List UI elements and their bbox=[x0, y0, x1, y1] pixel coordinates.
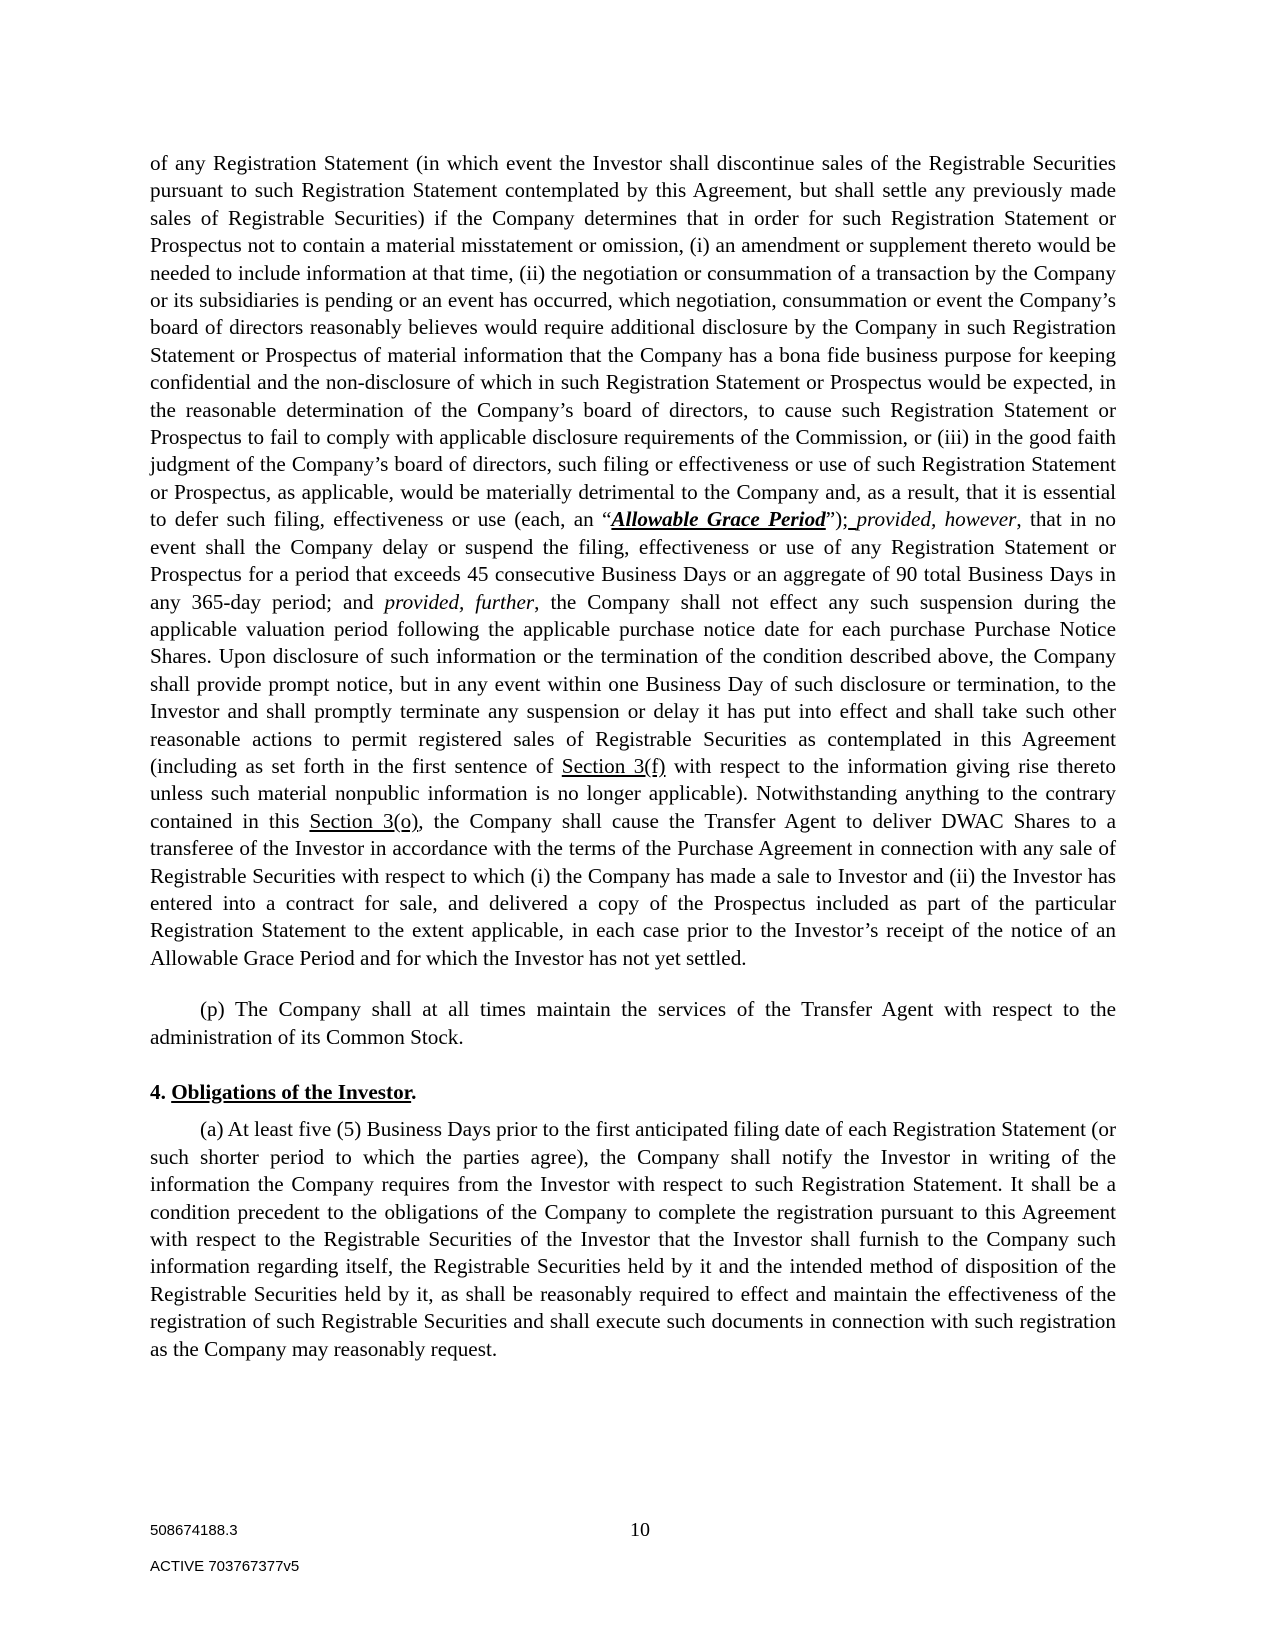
footer-active-id: ACTIVE 703767377v5 bbox=[150, 1558, 300, 1575]
page-number: 10 bbox=[630, 1519, 650, 1541]
proviso-further: provided, further bbox=[384, 589, 535, 614]
document-page bbox=[150, 150, 1116, 1363]
section-reference-3f: Section 3(f) bbox=[561, 753, 666, 778]
section-number: 4. bbox=[150, 1080, 172, 1104]
defined-term-allowable-grace-period: Allowable Grace Period bbox=[611, 507, 826, 532]
section-reference-3o: Section 3(o) bbox=[309, 808, 419, 833]
body-paragraph-p: (p) The Company shall at all times maintain the services of the Transfer Agent with respect to the administration of its Common Stock. bbox=[150, 997, 1116, 1049]
section-title-period: . bbox=[411, 1080, 417, 1104]
paragraph-text: , that in no event shall the Company delay or suspend the filing, effectiveness or use of any Registration Statement or Prospectus for a period that exceeds 45 consecutive Business Days or an aggregate of 90 total Business Days in any 365-day period; and bbox=[150, 507, 1116, 614]
paragraph-text: ”); bbox=[825, 507, 849, 532]
footer-document-id: 508674188.3 bbox=[150, 1522, 238, 1539]
paragraph-text: , the Company shall cause the Transfer Agent to deliver DWAC Shares to a transferee of the Investor in accordance with the terms of the Purchase Agreement in connection with any sale of Registrable Securities with respect to which (i) the Company has made a sale to Investor and (ii) the Investor has entered into a contract for sale, and delivered a copy of the Prospectus included as part of the particular Registration Statement to the extent applicable, in each case prior to the Investor’s receipt of the notice of an Allowable Grace Period and for which the Investor has not yet settled. bbox=[150, 808, 1116, 970]
body-paragraph-a: (a) At least five (5) Business Days prior to the first anticipated filing date of each Registration Statement (or such shorter period to which the parties agree), the Company shall notify the Investor in writing of the information the Company requires from the Investor with respect to such Registration Statement. It shall be a condition precedent to the obligations of the Company to complete the registration pursuant to this Agreement with respect to the Registrable Securities of the Investor that the Investor shall furnish to the Company such information regarding itself, the Registrable Securities held by it and the intended method of disposition of the Registrable Securities held by it, as shall be reasonably required to effect and maintain the effectiveness of the registration of such Registrable Securities and shall execute such documents in connection with such registration as the Company may reasonably request. bbox=[150, 1117, 1116, 1361]
proviso-however: provided, however bbox=[856, 507, 1017, 532]
body-paragraph-grace-period bbox=[150, 150, 1116, 972]
paragraph-text: , the Company shall not effect any such suspension during the applicable valuation period following the applicable purchase notice date for each purchase Purchase Notice Shares. Upon disclosure of such information or the termination of the condition described above, the Company shall provide prompt notice, but in any event within one Business Day of such disclosure or termination, to the Investor and shall promptly terminate any suspension or delay it has put into effect and shall take such other reasonable actions to permit registered sales of Registrable Securities as contemplated in this Agreement (including as set forth in the first sentence of bbox=[150, 589, 1116, 778]
section-title: Obligations of the Investor bbox=[171, 1080, 412, 1104]
paragraph-text: of any Registration Statement (in which event the Investor shall discontinue sales of the Registrable Securities pursuant to such Registration Statement contemplated by this Agreement, but shall settle any previously made sales of Registrable Securities) if the Company determines that in order for such Registration Statement or Prospectus not to contain a material misstatement or omission, (i) an amendment or supplement thereto would be needed to include information at that time, (ii) the negotiation or consummation of a transaction by the Company or its subsidiaries is pending or an event has occurred, which negotiation, consummation or event the Company’s board of directors reasonably believes would require additional disclosure by the Company in such Registration Statement or Prospectus of material information that the Company has a bona fide business purpose for keeping confidential and the non-disclosure of which in such Registration Statement or Prospectus would be expected, in the reasonable determination of the Company’s board of directors, to cause such Registration Statement or Prospectus to fail to comply with applicable disclosure requirements of the Commission, or (iii) in the good faith judgment of the Company’s board of directors, such filing or effectiveness or use of such Registration Statement or Prospectus, as applicable, would be materially detrimental to the Company and, as a result, that it is essential to defer such filing, effectiveness or use (each, an “ bbox=[150, 151, 1116, 532]
section-heading-4 bbox=[150, 1079, 1116, 1106]
paragraph-text: with respect to the information giving rise thereto unless such material nonpublic information is no longer applicable). Notwithstanding anything to the contrary contained in this bbox=[150, 753, 1116, 833]
